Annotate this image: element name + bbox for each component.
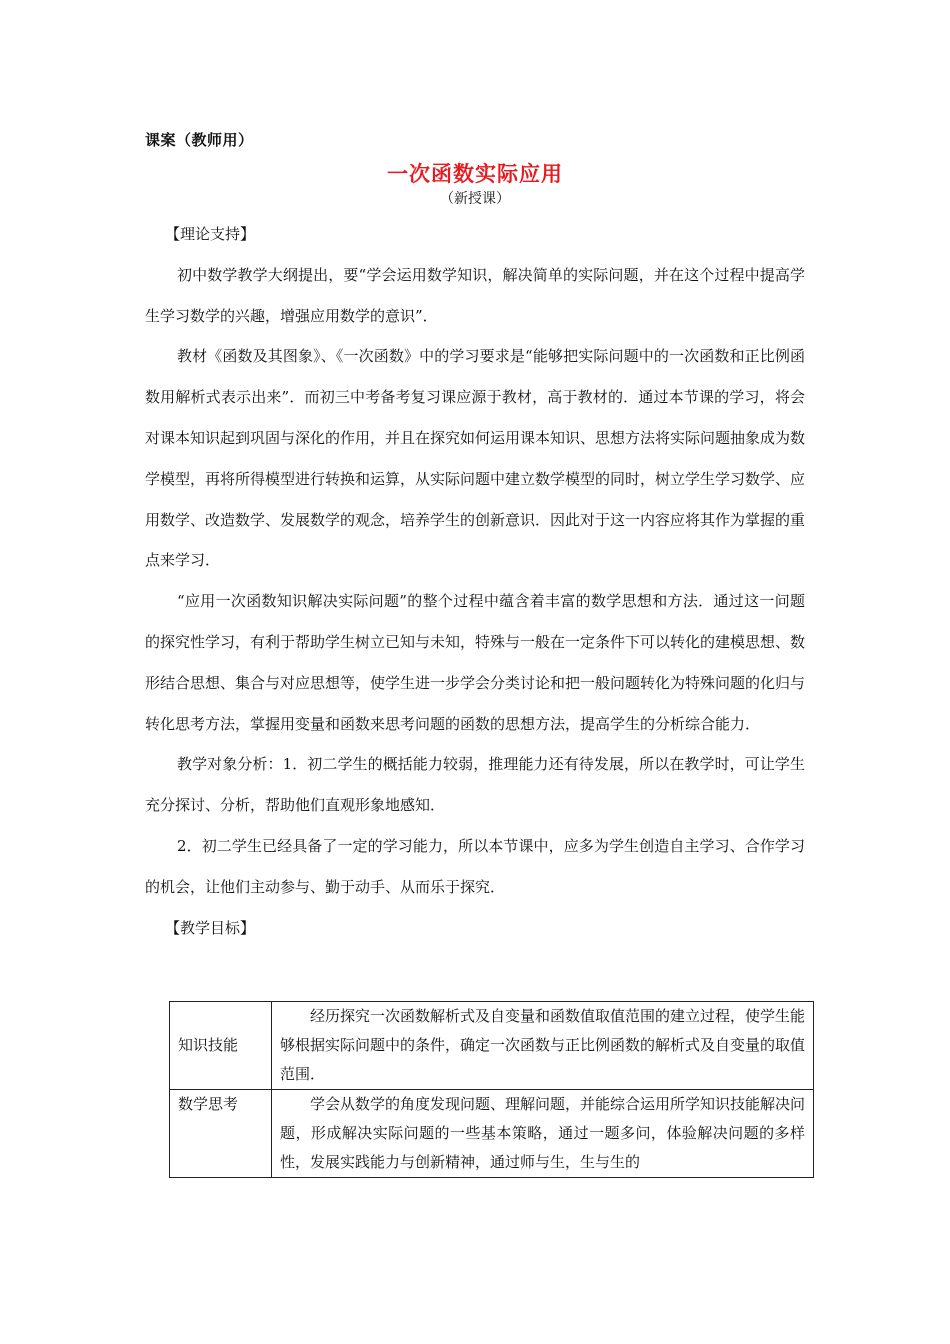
goal-content-thinking <box>272 1090 814 1178</box>
document-subtitle: （新授课） <box>440 191 510 207</box>
goal-content-knowledge <box>272 1002 814 1090</box>
theory-paragraph-3: “应用一次函数知识解决实际问题”的整个过程中蕴含着丰富的数学思想和方法．通过这一问题的探究性学习，有利于帮助学生树立已知与未知，特殊与一般在一定条件下可以转化的建模思想、数形结合思想、集合与对应思想等，使学生进一步学会分类讨论和把一般问题转化为特殊问题的化归与转化思考方法，掌握用变量和函数来思考问题的函数的思想方法，提高学生的分析综合能力． <box>145 592 806 733</box>
goal-text-thinking: 学会从数学的角度发现问题、理解问题，并能综合运用所学知识技能解决问题，形成解决实际问题的一些基本策略，通过一题多问，体验解决问题的多样性，发展实践能力与创新精神，通过师与生，生与生的 <box>280 1095 806 1171</box>
goal-text-knowledge: 经历探究一次函数解析式及自变量和函数值取值范围的建立过程，使学生能够根据实际问题中的条件，确定一次函数与正比例函数的解析式及自变量的取值范围． <box>280 1007 806 1083</box>
goal-label-thinking: 数学思考 <box>170 1090 272 1178</box>
table-row <box>170 1090 814 1178</box>
theory-paragraph-1: 初中数学教学大纲提出，要“学会运用数学知识，解决简单的实际问题，并在这个过程中提高学生学习数学的兴趣，增强应用数学的意识”． <box>145 265 805 325</box>
analysis-paragraph-1: 教学对象分析：1．初二学生的概括能力较弱，推理能力还有待发展，所以在教学时，可让学生充分探讨、分析，帮助他们直观形象地感知． <box>145 755 805 815</box>
goal-label-knowledge: 知识技能 <box>170 1002 272 1090</box>
document-title: 一次函数实际应用 <box>387 161 563 186</box>
analysis-paragraph-2: 2．初二学生已经具备了一定的学习能力，所以本节课中，应多为学生创造自主学习、合作学习的机会，让他们主动参与、勤于动手、从而乐于探究． <box>145 836 805 896</box>
table-row <box>170 1002 814 1090</box>
goals-table <box>169 1001 814 1178</box>
theory-paragraph-2: 教材《函数及其图象》、《一次函数》中的学习要求是“能够把实际问题中的一次函数和正比例函数用解析式表示出来”．而初三中考备考复习课应源于教材，高于教材的．通过本节课的学习，将会对课本知识起到巩固与深化的作用，并且在探究如何运用课本知识、思想方法将实际问题抽象成为数学模型，再将所得模型进行转换和运算，从实际问题中建立数学模型的同时，树立学生学习数学、应用数学、改造数学、发展数学的观念，培养学生的创新意识．因此对于这一内容应将其作为掌握的重点来学习． <box>145 347 806 570</box>
document-body <box>145 214 805 948</box>
theory-heading: 【理论支持】 <box>165 225 256 243</box>
header-label: 课案（教师用） <box>145 131 254 149</box>
goals-heading: 【教学目标】 <box>165 918 256 937</box>
